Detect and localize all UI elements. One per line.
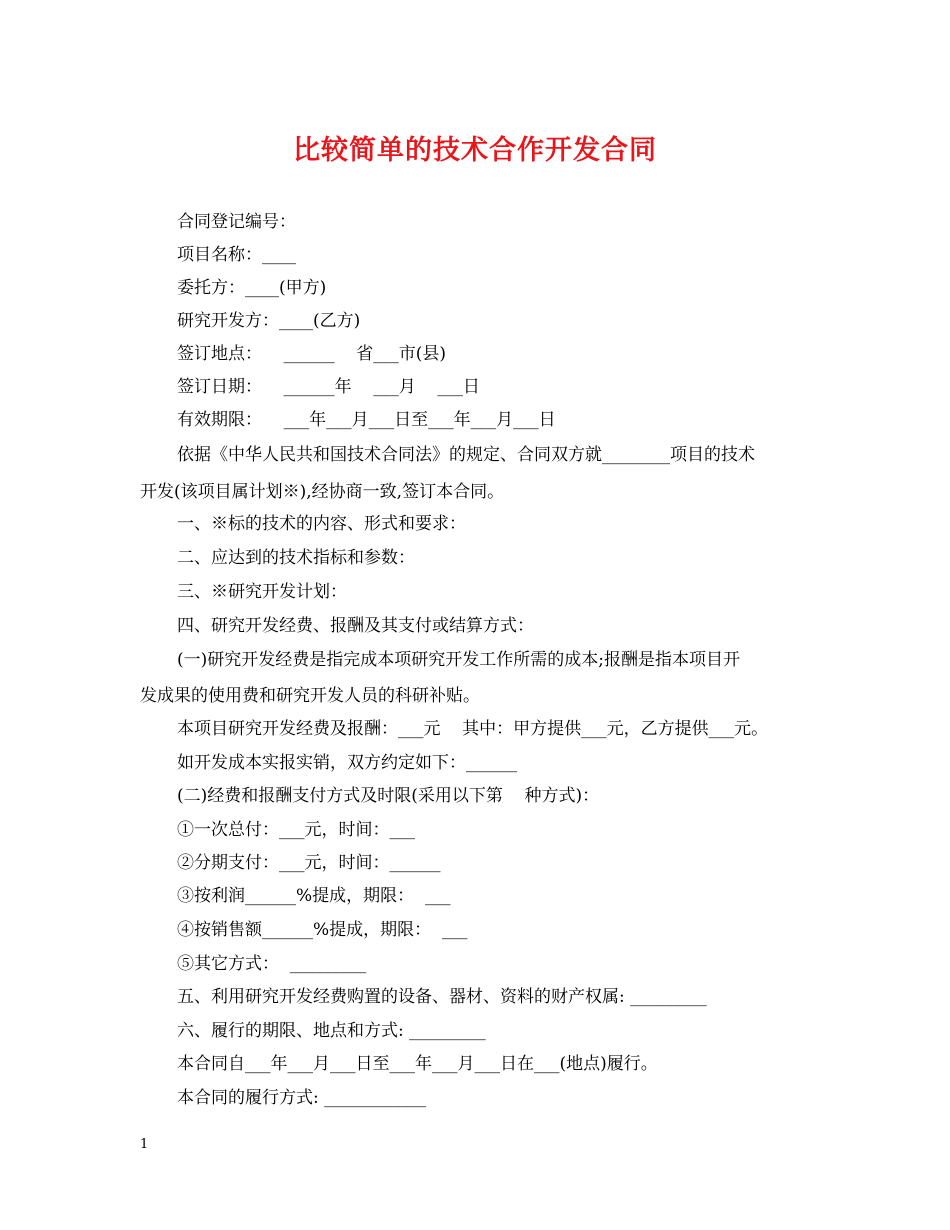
payment-option-1: ①一次总付：___元，时间：___ — [177, 820, 415, 840]
signing-date-line: 签订日期： ______年 ___月 ___日 — [177, 377, 480, 397]
section-6-heading: 六、履行的期限、地点和方式: _________ — [177, 1021, 486, 1041]
section-2-heading: 二、应达到的技术指标和参数： — [177, 548, 415, 568]
document-title: 比较简单的技术合作开发合同 — [293, 135, 657, 166]
validity-period-line: 有效期限： ___年___月___日至___年___月___日 — [177, 410, 556, 430]
client-party-line: 委托方：____(甲方) — [177, 278, 327, 298]
section-4-1-paragraph-line-1: (一)研究开发经费是指完成本项研究开发工作所需的成本;报酬是指本项目开 — [177, 650, 740, 670]
developer-party-line: 研究开发方：____(乙方) — [177, 311, 361, 331]
actual-cost-agreement-line: 如开发成本实报实销，双方约定如下：______ — [177, 753, 517, 773]
funding-amount-line: 本项目研究开发经费及报酬：___元 其中：甲方提供___元，乙方提供___元。 — [177, 719, 769, 739]
contract-registration-number-line: 合同登记编号： — [177, 212, 296, 232]
payment-option-3: ③按利润______%提成，期限： ___ — [177, 886, 451, 906]
page-number: 1 — [140, 1137, 149, 1152]
section-4-heading: 四、研究开发经费、报酬及其支付或结算方式： — [177, 616, 534, 636]
section-4-1-paragraph-line-2: 发成果的使用费和研究开发人员的科研补贴。 — [140, 686, 480, 706]
project-name-line: 项目名称：____ — [177, 245, 296, 265]
performance-period-line: 本合同自___年___月___日至___年___月___日在___(地点)履行。 — [177, 1054, 658, 1074]
preamble-paragraph-line-1: 依据《中华人民共和国技术合同法》的规定、合同双方就________项目的技术 — [177, 445, 755, 465]
signing-place-line: 签订地点： ______ 省___市(县) — [177, 344, 446, 364]
performance-method-line: 本合同的履行方式: ____________ — [177, 1088, 427, 1108]
payment-option-5: ⑤其它方式： _________ — [177, 954, 367, 974]
payment-option-2: ②分期支付：___元，时间：______ — [177, 853, 441, 873]
section-1-heading: 一、※标的技术的内容、形式和要求： — [177, 514, 466, 534]
section-4-2-heading: (二)经费和报酬支付方式及时限(采用以下第 种方式)： — [177, 786, 600, 806]
preamble-paragraph-line-2: 开发(该项目属计划※),经协商一致,签订本合同。 — [140, 482, 505, 502]
section-5-heading: 五、利用研究开发经费购置的设备、器材、资料的财产权属: _________ — [177, 987, 707, 1007]
payment-option-4: ④按销售额______%提成，期限： ___ — [177, 920, 468, 940]
section-3-heading: 三、※研究开发计划： — [177, 582, 347, 602]
